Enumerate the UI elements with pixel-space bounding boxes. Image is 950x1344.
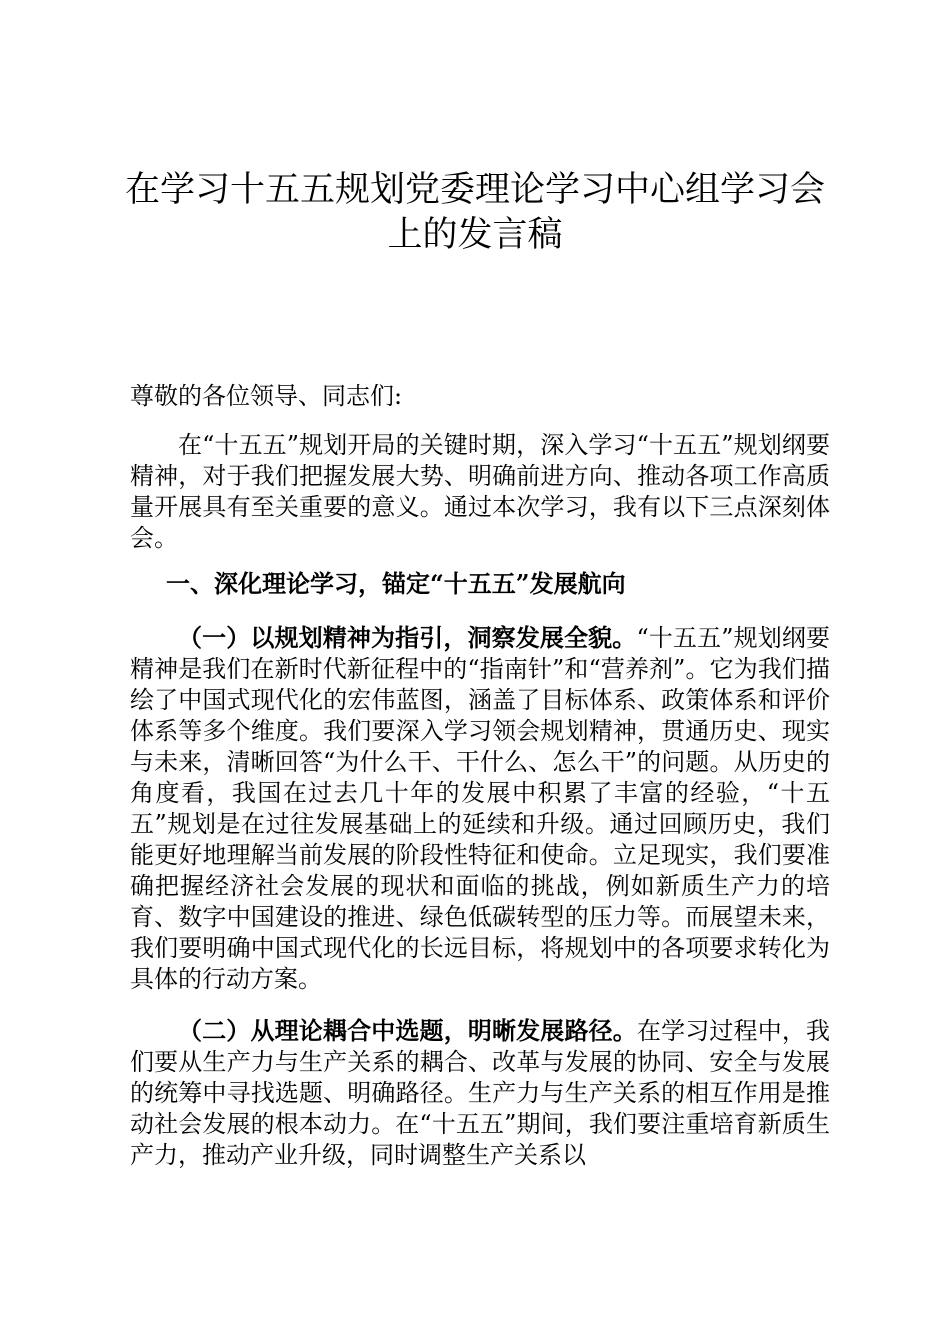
section-1-item-1-text: “十五五”规划纲要精神是我们在新时代新征程中的“指南针”和“营养剂”。它为我们描绘了中国式现代化的宏伟蓝图，涵盖了目标体系、政策体系和评价体系等多个维度。我们要深入学习领会规划精神，贯通历史、现实与未来，清晰回答“为什么干、干什么、怎么干”的问题。从历史的角度看，我国在过去几十年的发展中积累了丰富的经验，“十五五”规划是在过往发展基础上的延续和升级。通过回顾历史，我们能更好地理解当前发展的阶段性特征和使命。立足现实，我们要准确把握经济社会发展的现状和面临的挑战，例如新质生产力的培育、数字中国建设的推进、绿色低碳转型的压力等。而展望未来，我们要明确中国式现代化的长远目标，将规划中的各项要求转化为具体的行动方案。	[130, 624, 830, 993]
document-title: 在学习十五五规划党委理论学习中心组学习会上的发言稿	[124, 170, 825, 255]
section-1-item-2-text: 在学习过程中，我们要从生产力与生产关系的耦合、改革与发展的协同、安全与发展的统筹中寻找选题、明确路径。生产力与生产关系的相互作用是推动社会发展的根本动力。在“十五五”期间，我们要注重培育新质生产力，推动产业升级，同时调整生产关系以	[130, 1017, 830, 1169]
section-1-item-1-lead: （一）以规划精神为指引，洞察发展全貌。	[178, 623, 637, 652]
section-1-item-2-lead: （二）从理论耦合中选题，明晰发展路径。	[178, 1016, 637, 1045]
section-1-item-1-paragraph	[130, 622, 830, 995]
intro-paragraph: 在“十五五”规划开局的关键时期，深入学习“十五五”规划纲要精神，对于我们把握发展大势、明确前进方向、推动各项工作高质量开展具有至关重要的意义。通过本次学习，我有以下三点深刻体会。	[130, 431, 830, 552]
section-1-item-2-paragraph	[130, 1015, 830, 1171]
section-1-heading: 一、深化理论学习，锚定“十五五”发展航向	[166, 569, 626, 598]
greeting: 尊敬的各位领导、同志们:	[130, 382, 403, 410]
